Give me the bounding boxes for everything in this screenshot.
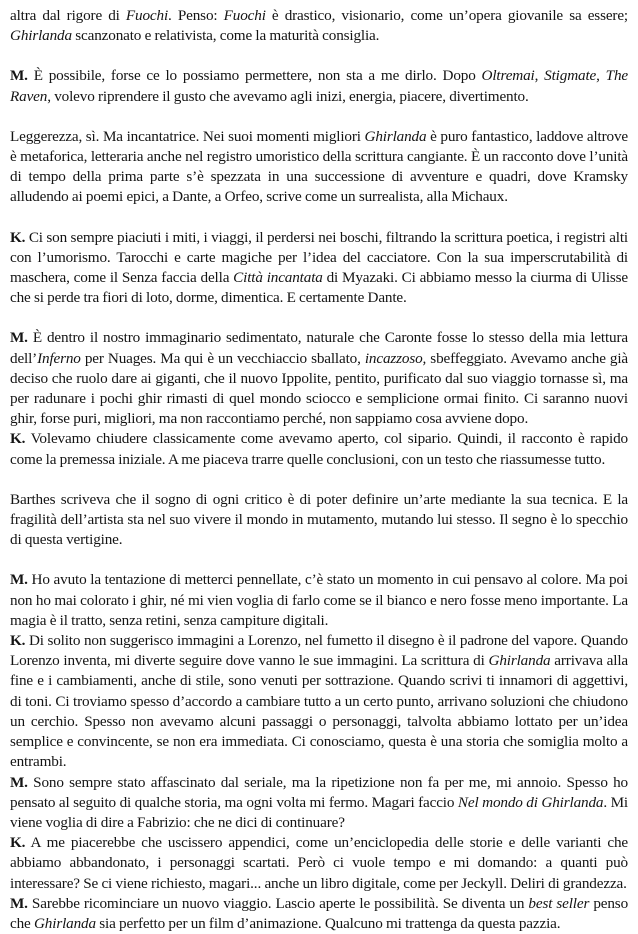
paragraph: [10, 490, 628, 551]
text-run: Di solito non suggerisco immagini a Lorenzo, nel fumetto il disegno è il padrone del vapore. Quando Lorenzo inventa, mi diverte seguire dove vanno le sue immagini. La scrittura di: [10, 632, 628, 670]
speaker-label: M.: [10, 67, 28, 85]
text-run: è puro fantastico, laddove altrove è metaforica, letteraria anche nel registro umoristico della scrittura cangiante. È un racconto dove l’unità di tempo della prima parte s’è spezzata in una successione di avventure e quadri, dove Kramsky alludendo ai poemi epici, a Dante, a Orfeo, scrive come un surrealista, alla Michaux.: [10, 127, 628, 206]
text-run: . Mi viene voglia di dire a Fabrizio: che ne dici di continuare?: [10, 793, 628, 831]
text-run: altra dal rigore di: [10, 7, 126, 24]
paragraph: [10, 127, 628, 208]
text-run: ,: [534, 67, 545, 85]
text-run: Leggerezza, sì. Ma incantatrice. Nei suoi momenti migliori: [10, 127, 365, 145]
text-run: ,: [596, 67, 606, 85]
italic-title: Stigmate: [544, 67, 597, 85]
italic-title: Fuochi: [125, 7, 169, 24]
paragraph: [10, 773, 628, 834]
paragraph: [10, 631, 628, 772]
speaker-label: M.: [10, 894, 28, 912]
paragraph: [10, 429, 628, 469]
italic-title: Città incantata: [233, 269, 323, 287]
text-run: È dentro il nostro immaginario sedimentato, naturale che Caronte fosse lo stesso della mia lettura dell’: [10, 329, 628, 367]
text-run: sbeffeggiato. Avevamo anche già deciso che ruolo dare ai giganti, che il nuovo Ippolite, pentito, purificato dal suo viaggio tornasse sì, ma per radunare i pochi ghir rimasti di quel mondo sciocco e semplicione ormai finito. Ci saranno nuovi ghir, forse puri, migliori, ma non raccontiamo perché, non sappiamo cosa avviene dopo.: [10, 349, 628, 428]
text-run: , volevo riprendere il gusto che avevamo agli inizi, energia, piacere, divertimento.: [47, 87, 529, 105]
italic-title: Oltremai: [481, 67, 535, 85]
italic-title: Fuochi: [223, 7, 266, 24]
paragraph: [10, 833, 628, 894]
document-page: [0, 6, 638, 934]
paragraph: [10, 570, 628, 631]
text-run: scanzonato e relativista, come la maturità consiglia.: [71, 27, 380, 45]
paragraph: [10, 66, 628, 106]
speaker-label: K.: [10, 430, 26, 448]
text-run: Barthes scriveva che il sogno di ogni critico è di poter definire un’arte mediante la sua tecnica. E la fragilità dell’artista sta nel suo vivere il mondo in mutamento, mutando lui stesso. Il segno è lo specchio di questa vertigine.: [10, 490, 628, 549]
text-run: per Nuages. Ma qui è un vecchiaccio sballato,: [80, 349, 365, 367]
paragraph: [10, 328, 628, 429]
italic-title: Ghirlanda: [364, 127, 427, 145]
italic-title: best seller: [528, 894, 590, 912]
italic-title: Nel mondo di Ghirlanda: [457, 793, 604, 811]
text-run: arrivava alla fine e i cambiamenti, anche di stile, sono venuti per sottrazione. Quando scrivi ti innamori di aggettivi, di toni. Ci troviamo spesso d’accordo a cambiare tutto a un certo punto, arrivano soluzioni che chiudono un cerchio. Spesso non avevamo alcuni passaggi o personaggi, talvolta abbiamo lottato per un’idea semplice e convincente, se non era immediata. Ci conosciamo, questa è una storia che somiglia molto a entrambi.: [10, 652, 629, 771]
text-run: . Penso:: [168, 7, 224, 24]
italic-title: Ghirlanda: [488, 652, 551, 670]
italic-title: incazzoso,: [364, 349, 427, 367]
text-run: È possibile, forse ce lo possiamo permettere, non sta a me dirlo. Dopo: [27, 67, 482, 85]
text-run: penso che: [10, 894, 629, 932]
speaker-label: M.: [10, 571, 28, 589]
text-run: è drastico, visionario, come un’opera giovanile sa essere;: [265, 7, 628, 24]
text-run: Sarebbe ricominciare un nuovo viaggio. Lascio aperte le possibilità. Se diventa un: [27, 894, 529, 912]
italic-title: The Raven: [10, 67, 629, 105]
text-run: Ho avuto la tentazione di metterci pennellate, c’è stato un momento in cui pensavo al colore. Ma poi non ho mai colorato i ghir, né mi vien voglia di farlo come se il bianco e nero fosse meno importante. La magia è il tratto, senza retini, senza campiture digitali.: [10, 571, 628, 629]
paragraph: [10, 228, 628, 309]
text-run: di Myazaki. Ci abbiamo messo la ciurma di Ulisse che si perde tra fiori di loto, dorme, dimentica. E certamente Dante.: [10, 269, 628, 307]
text-run: sia perfetto per un film d’animazione. Qualcuno mi trattenga da questa pazzia.: [95, 914, 561, 932]
text-run: A me piacerebbe che uscissero appendici, come un’enciclopedia delle storie e delle varianti che abbiamo abbandonato, i personaggi scartati. Però ci vuole tempo e mi domando: a quanti può interessare? Se ci viene richiesto, magari... anche un libro digitale, come per Jeckyll. Deliri di grandezza.: [10, 834, 628, 892]
italic-title: Inferno: [37, 349, 81, 367]
speaker-label: K.: [10, 834, 26, 852]
speaker-label: K.: [10, 228, 26, 246]
speaker-label: M.: [10, 773, 28, 791]
italic-title: Ghirlanda: [33, 914, 96, 932]
speaker-label: K.: [10, 632, 26, 650]
text-run: Ci son sempre piaciuti i miti, i viaggi, il perdersi nei boschi, filtrando la scrittura poetica, i registri alti con l’umorismo. Tarocchi e carte magiche per l’idea del cacciatore. Con la sua imperscrutabilità di maschera, come il Senza faccia della: [10, 228, 628, 287]
paragraph: [10, 6, 628, 46]
speaker-label: M.: [10, 329, 28, 347]
italic-title: Ghirlanda: [10, 27, 72, 45]
paragraph: [10, 894, 628, 934]
text-run: Sono sempre stato affascinato dal seriale, ma la ripetizione non fa per me, mi annoio. Spesso ho pensato al seguito di qualche storia, ma ogni volta mi fermo. Magari faccio: [10, 773, 628, 811]
text-run: Volevamo chiudere classicamente come avevamo aperto, col sipario. Quindi, il racconto è rapido come la premessa iniziale. A me piaceva trarre quelle conclusioni, con un testo che riassumesse tutto.: [10, 430, 628, 468]
